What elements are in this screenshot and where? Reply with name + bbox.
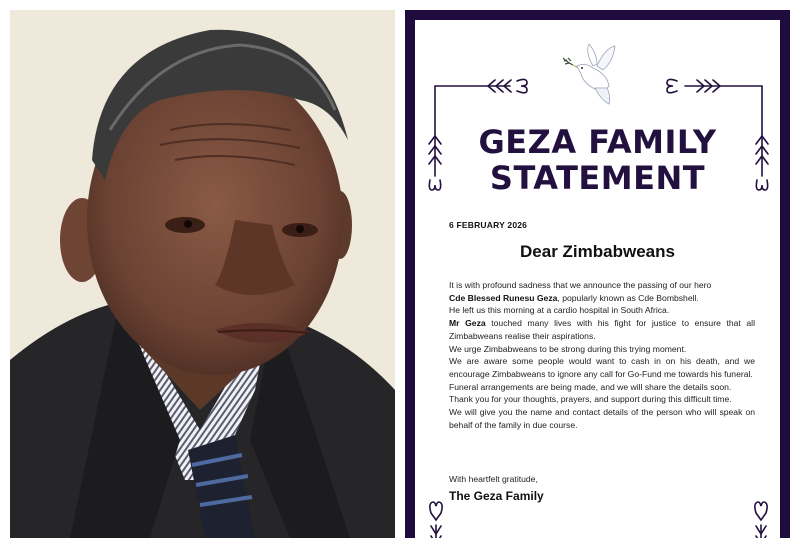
paragraph: Thank you for your thoughts, prayers, and support during this difficult time. <box>449 394 732 405</box>
statement-body <box>449 279 755 431</box>
statement-title-line1: GEZA FAMILY <box>478 123 717 161</box>
family-statement-card <box>405 10 790 538</box>
statement-signature: The Geza Family <box>449 489 544 503</box>
paragraph: We urge Zimbabweans to be strong during this trying moment. <box>449 343 687 354</box>
paragraph: It is with profound sadness that we announce the passing of our hero <box>449 280 712 290</box>
paragraph: Mr Geza touched many lives with his fight for justice to ensure that all Zimbabweans realise their aspirations. <box>449 318 755 341</box>
paragraph: Funeral arrangements are being made, and we will share the details soon. <box>449 381 732 392</box>
deceased-name: Cde Blessed Runesu Geza <box>449 292 558 303</box>
statement-greeting: Dear Zimbabweans <box>520 242 675 261</box>
dove-with-olive-branch-icon <box>563 44 623 106</box>
statement-title-line2: STATEMENT <box>489 159 706 197</box>
portrait-illustration <box>10 10 395 538</box>
deceased-short-name: Mr Geza <box>449 318 486 329</box>
paragraph: Cde Blessed Runesu Geza, popularly known as Cde Bombshell. <box>449 292 699 303</box>
paragraph: We are aware some people would want to cash in on his death, and we encourage Zimbabweans to ignore any call for Go-Fund me towards his funeral. <box>449 356 755 379</box>
portrait-photo <box>10 10 395 538</box>
paragraph: He left us this morning at a cardio hospital in South Africa. <box>449 305 670 316</box>
statement-date: 6 FEBRUARY 2026 <box>449 220 528 230</box>
statement-closing: With heartfelt gratitude, <box>449 474 538 484</box>
paragraph: We will give you the name and contact details of the person who will speak on behalf of the family in due course. <box>449 407 755 430</box>
